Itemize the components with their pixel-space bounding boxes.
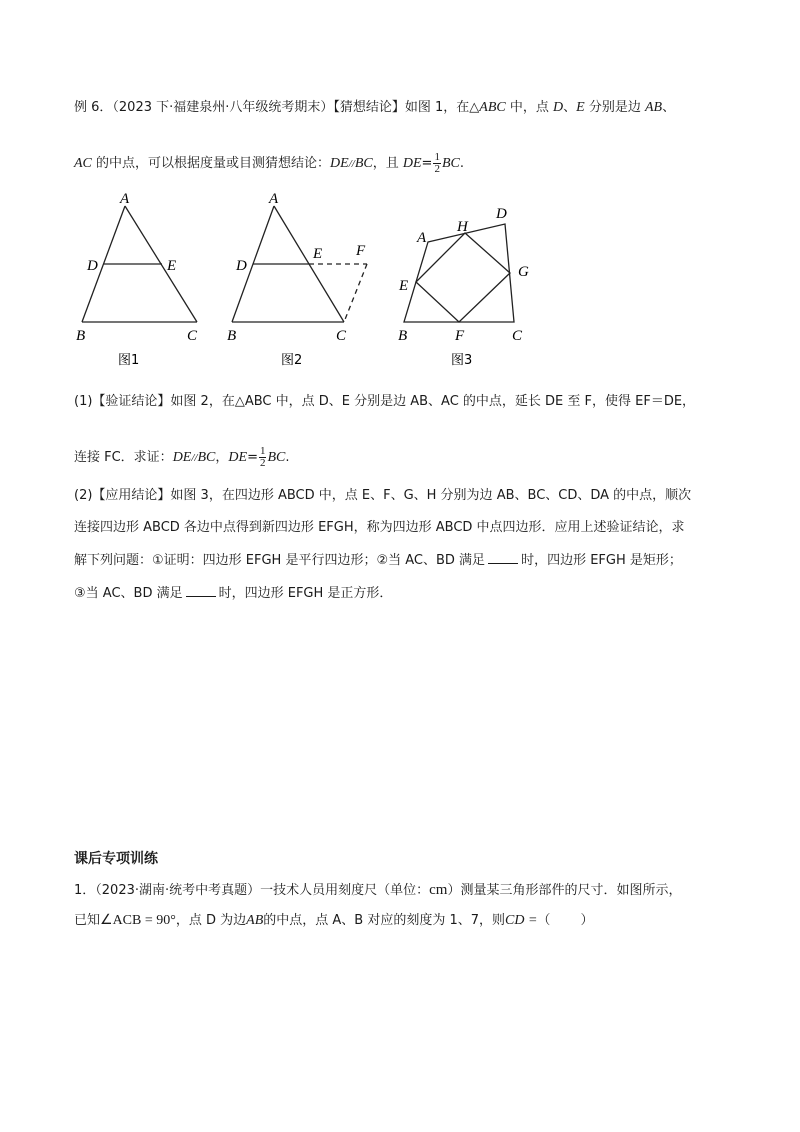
parallel-symbol: //: [348, 158, 355, 170]
label-a: A: [269, 191, 279, 207]
example6-line2: [74, 152, 464, 175]
label-d: D: [496, 206, 507, 222]
text: 时，四边形 EFGH 是正方形．: [218, 586, 393, 601]
label-a: A: [120, 191, 130, 207]
text: ，且: [372, 156, 403, 171]
label-f: F: [455, 328, 465, 344]
text: .: [459, 156, 464, 171]
denominator: 2: [434, 163, 440, 175]
fig2-caption: 图2: [281, 353, 303, 368]
answer-blank-rectangle[interactable]: [488, 550, 518, 564]
text: 、: [662, 100, 676, 115]
label-g: G: [518, 264, 529, 280]
fig1-caption: 图1: [118, 353, 140, 368]
text: ③当 AC、BD 满足: [74, 586, 183, 601]
part1-line2: [74, 446, 290, 469]
math-abc: ABC: [479, 100, 506, 115]
math-de: DE: [402, 156, 422, 171]
math-de: DE: [172, 450, 192, 465]
text: 解下列问题：①证明：四边形 EFGH 是平行四边形；②当 AC、BD 满足: [74, 553, 486, 568]
label-b: B: [76, 328, 86, 344]
label-h: H: [457, 219, 468, 235]
label-f: F: [356, 243, 366, 259]
label-b: B: [398, 328, 408, 344]
part2-line1: (2)【应用结论】如图 3，在四边形 ABCD 中，点 E、F、G、H 分别为边 AB、BC、CD、DA 的中点，顺次: [74, 488, 692, 503]
parallel-symbol: //: [191, 452, 198, 464]
label-c: C: [187, 328, 198, 344]
equals: =: [247, 450, 258, 465]
numerator: 1: [259, 445, 266, 457]
math-d: D: [553, 100, 564, 115]
label-c: C: [512, 328, 523, 344]
text: 中，点: [505, 100, 554, 115]
text: 的中点，点 A、B 对应的刻度为 1、7，则: [263, 913, 506, 928]
math-angle-acb: ∠ACB = 90°: [100, 913, 176, 928]
q1-line1: [74, 880, 681, 901]
example6-line1: [74, 98, 675, 118]
label-c: C: [336, 328, 347, 344]
label-e: E: [167, 258, 177, 274]
math-ac: AC: [74, 156, 92, 171]
math-bc: BC: [267, 450, 286, 465]
math-cd: CD =: [505, 913, 538, 928]
fraction-half: [259, 446, 267, 469]
label-e: E: [313, 246, 323, 262]
figure-1: [82, 206, 197, 322]
part2-line4: [74, 583, 392, 604]
math-bc: BC: [441, 156, 460, 171]
text: 时，四边形 EFGH 是矩形；: [521, 553, 682, 568]
text: 分别是边: [584, 100, 645, 115]
text: ，: [215, 450, 229, 465]
q1-line2: [74, 911, 593, 931]
fig3-caption: 图3: [451, 353, 473, 368]
math-ab: AB: [644, 100, 663, 115]
unit-cm: cm: [429, 882, 448, 898]
fraction-half: [433, 152, 441, 175]
text: 的中点，可以根据度量或目测猜想结论：: [91, 156, 331, 171]
label-a: A: [417, 230, 427, 246]
part2-line3: [74, 550, 682, 571]
label-d: D: [87, 258, 98, 274]
figure-2: [232, 206, 367, 322]
part2-line2: 连接四边形 ABCD 各边中点得到新四边形 EFGH，称为四边形 ABCD 中点四边形．应用上述验证结论，求: [74, 520, 685, 535]
math-de: DE: [228, 450, 248, 465]
math-de: DE: [330, 156, 349, 171]
denominator: 2: [259, 457, 266, 469]
text: 连接 FC．求证：: [74, 450, 173, 465]
text: 、: [563, 100, 577, 115]
math-e: E: [576, 100, 585, 115]
equals: =: [421, 156, 433, 171]
text: .: [285, 450, 290, 465]
label-d: D: [236, 258, 247, 274]
numerator: 1: [434, 151, 440, 163]
example6-text: 例 6．（2023 下·福建泉州·八年级统考期末）【猜想结论】如图 1，在△: [74, 100, 480, 115]
answer-blank-square[interactable]: [186, 583, 216, 597]
math-bc: BC: [197, 450, 216, 465]
math-ab: AB: [246, 913, 264, 928]
paren-close: ）: [580, 913, 594, 928]
text: ，点 D 为边: [175, 913, 247, 928]
part1-line1: (1)【验证结论】如图 2，在△ABC 中，点 D、E 分别是边 AB、AC 的中点，延长 DE 至 F，使得 EF＝DE，: [74, 394, 696, 409]
section-title: 课后专项训练: [74, 851, 158, 867]
label-b: B: [227, 328, 237, 344]
paren-open: （: [537, 913, 551, 928]
math-bc: BC: [354, 156, 373, 171]
figures-svg: [0, 190, 800, 370]
text: ）测量某三角形部件的尺寸．如图所示，: [447, 883, 682, 898]
text: 已知: [74, 913, 101, 928]
label-e: E: [399, 278, 409, 294]
text: 1．（2023·湖南·统考中考真题）一技术人员用刻度尺（单位：: [74, 883, 430, 898]
